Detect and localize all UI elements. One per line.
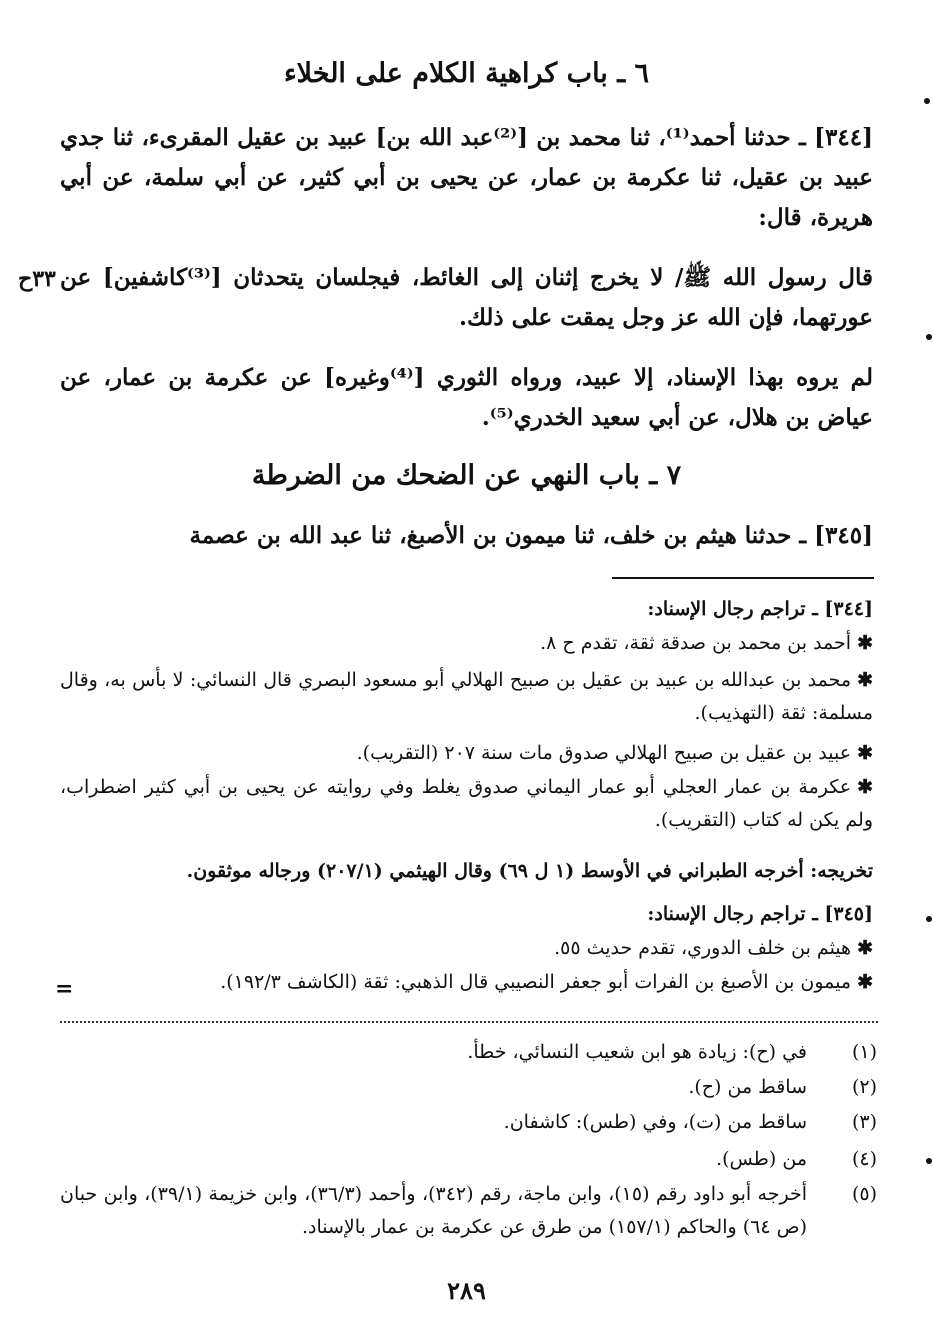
notes-345-title: [٣٤٥] ـ تراجم رجال الإسناد: [647, 903, 873, 925]
continuation-mark: = [55, 976, 74, 1002]
hadith-344-isnad: [٣٤٤] ـ حدثنا أحمد⁽¹⁾، ثنا محمد بن [⁽²⁾عبد الله بن] عبيد بن عقيل المقرىء، ثنا جدي عبيد بن عقيل، ثنا عكرمة بن عمار، عن يحيى بن أبي كثير، عن أبي سلمة، عن أبي هريرة، قال: [60, 124, 873, 231]
bullet-star-icon: ✱ [857, 742, 873, 764]
footnote-item [60, 1178, 883, 1244]
footnote-number: (٤) [851, 1148, 877, 1170]
chapter-6-heading: ٦ ـ باب كراهية الكلام على الخلاء [283, 58, 650, 89]
margin-folio-marker: ٣٣ح [18, 266, 56, 292]
bullet-star-icon: ✱ [857, 937, 873, 959]
scan-edge-mark [926, 334, 932, 340]
footnote-text: في (ح): زيادة هو ابن شعيب النسائي، خطأ. [467, 1041, 807, 1063]
footnote-number: (٢) [851, 1076, 877, 1098]
bullet-star-icon: ✱ [857, 632, 873, 654]
page-number: ٢٨٩ [447, 1276, 486, 1305]
footnote-item [60, 1143, 883, 1176]
footnote-number: (٣) [851, 1111, 877, 1133]
chapter-7-heading: ٧ ـ باب النهي عن الضحك من الضرطة [251, 460, 682, 491]
bullet-star-icon: ✱ [857, 669, 873, 691]
footnote-text: ساقط من (ح). [688, 1076, 807, 1098]
notes-345-bullet: ✱هيثم بن خلف الدوري، تقدم حديث ٥٥. [554, 937, 873, 959]
footnote-text: من (طس). [716, 1148, 807, 1170]
notes-344-bullet: ✱أحمد بن محمد بن صدقة ثقة، تقدم ح ٨. [540, 632, 873, 654]
footnote-text: ساقط من (ت)، وفي (طس): كاشفان. [503, 1111, 807, 1133]
scan-edge-mark [926, 916, 932, 922]
hadith-345-isnad: [٣٤٥] ـ حدثنا هيثم بن خلف، ثنا ميمون بن الأصبغ، ثنا عبد الله بن عصمة [189, 522, 873, 549]
footnote-item [60, 1036, 883, 1069]
notes-344-bullet: ✱عبيد بن عقيل بن صبيح الهلالي صدوق مات سنة ٢٠٧ (التقريب). [356, 742, 873, 764]
notes-344-bullet: ✱محمد بن عبدالله بن عبيد بن عقيل بن صبيح الهلالي أبو مسعود البصري قال النسائي: لا بأس به، وقال مسلمة: ثقة (التهذيب). [60, 669, 873, 724]
hadith-344-matn: قال رسول الله ﷺ/ لا يخرج إثنان إلى الغائط، فيجلسان يتحدثان [⁽³⁾كاشفين] عن عورتهما، فإن الله عز وجل يمقت على ذلك. [60, 264, 873, 331]
notes-344-bullet: ✱عكرمة بن عمار العجلي أبو عمار اليماني صدوق يغلط وفي روايته عن يحيى بن أبي كثير اضطراب، ولم يكن له كتاب (التقريب). [60, 776, 873, 831]
footnote-text: أخرجه أبو داود رقم (١٥)، وابن ماجة، رقم (٣٤٢)، وأحمد (٣٦/٣)، وابن خزيمة (٣٩/١)، وابن حبان (ص ٦٤) والحاكم (١٥٧/١) من طرق عن عكرمة بن عمار بالإسناد. [60, 1183, 807, 1238]
scan-edge-mark [924, 98, 930, 104]
footnote-separator [612, 577, 874, 579]
hadith-344-comment: لم يروه بهذا الإسناد، إلا عبيد، ورواه الثوري [⁽⁴⁾وغيره] عن عكرمة بن عمار، عن عياض بن هلال، عن أبي سعيد الخدري⁽⁵⁾. [60, 364, 873, 431]
footnote-item [60, 1106, 883, 1139]
footnotes-separator [60, 1021, 878, 1023]
notes-344-takhrij: تخريجه: أخرجه الطبراني في الأوسط (١ ل ٦٩) وقال الهيثمي (٢٠٧/١) ورجاله موثقون. [186, 860, 873, 882]
footnote-number: (١) [851, 1041, 877, 1063]
bullet-star-icon: ✱ [857, 776, 873, 798]
notes-344-title: [٣٤٤] ـ تراجم رجال الإسناد: [647, 598, 873, 620]
footnote-item [60, 1071, 883, 1104]
notes-345-bullet: ✱ميمون بن الأصبغ بن الفرات أبو جعفر النصيبي قال الذهبي: ثقة (الكاشف ١٩٢/٣). [220, 971, 873, 993]
scan-edge-mark [926, 1158, 932, 1164]
bullet-star-icon: ✱ [857, 971, 873, 993]
footnote-number: (٥) [851, 1183, 877, 1205]
